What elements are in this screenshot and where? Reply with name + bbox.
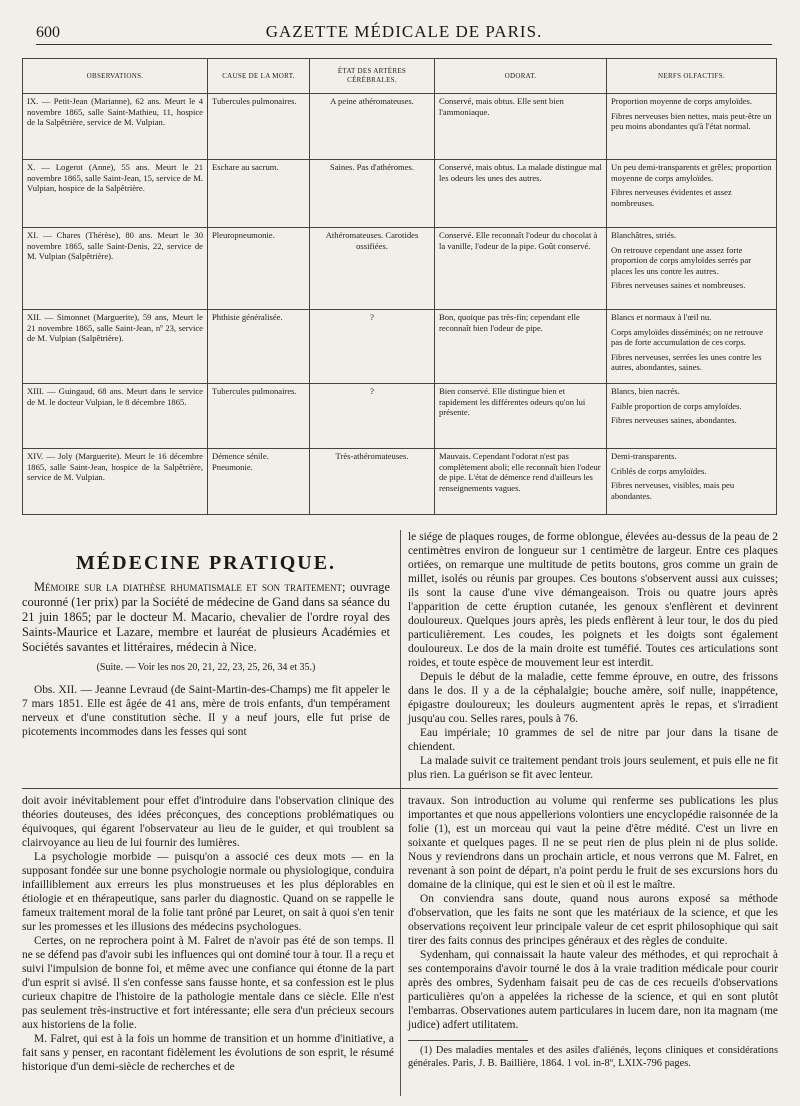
nerfs-line: Fibres nerveuses, visibles, mais peu abondantes. — [611, 480, 735, 501]
cell-arteres: Très-athéromateuses. — [310, 449, 435, 515]
paragraph: M. Falret, qui est à la fois un homme de transition et un homme d'initiative, a fait sans y penser, en racontant fidèlement les évolutions de son esprit, le résumé historique d'un demi-siècle de recherches et de — [22, 1033, 394, 1073]
cell-odorat: Conservé, mais obtus. La malade distingue mal les odeurs les unes des autres. — [435, 160, 607, 228]
header-odorat: ODORAT. — [435, 59, 607, 94]
nerfs-line: On retrouve cependant une assez forte proportion de corps amyloïdes serrés par places les uns contre les autres. — [611, 244, 752, 276]
nerfs-line: Fibres nerveuses évidentes et assez nombreuses. — [611, 187, 732, 208]
paragraph: On conviendra sans doute, quand nous aurons exposé sa méthode d'observation, que les faits ne sont que les matériaux de la science, et que les observations reçoivent leur principale valeur de cet esprit philosophique qui sait tirer des faits connus des principes généraux et des règles de conduite. — [408, 893, 778, 947]
header-arteres: ÉTAT DES ARTÈRES CÉRÉBRALES. — [310, 59, 435, 94]
table-row — [23, 94, 777, 160]
cell-nerfs — [607, 160, 777, 228]
cell-arteres: A peine athéromateuses. — [310, 94, 435, 160]
section-separator — [22, 788, 778, 789]
cell-cause: Démence sénile. Pneumonie. — [208, 449, 310, 515]
paragraph: Certes, on ne reprochera point à M. Falret de n'avoir pas été de son temps. Il ne se défend pas d'avoir subi les influences qui ont dominé tour à tour. Il a reçu et suivi l'impulsion de bonne foi, et même avec une confiance qui étonne de la part d'un esprit si avisé. Il s'en confesse sans fausse honte, et sa confession est le plus curieux chapitre de l'histoire de la pathologie mentale dans ce siècle. Elle n'est pas seulement très-instructive et fort intéressante; elle sera d'un précieux secours aux historiens de la folie. — [22, 935, 394, 1031]
header-rule — [36, 44, 772, 45]
nerfs-line: Proportion moyenne de corps amyloïdes. — [611, 96, 753, 106]
nerfs-line: Blancs et normaux à l'œil nu. — [611, 312, 712, 322]
article-left-column — [22, 548, 390, 739]
cell-observation: XII. — Simonnet (Marguerite), 59 ans, Meurt le 21 novembre 1865, salle Saint-Jean, nº 23, service de M. Vulpian (Salpêtrière). — [23, 310, 208, 384]
paragraph: La psychologie morbide — puisqu'on a associé ces deux mots — en la supposant fondée sur une bonne psychologie normale ou physiologique, conduira infailliblement aux erreurs les plus monstrueuses et les plus déplorables en étiologie et en thérapeutique, sans parler du diagnostic. Quand on se rappelle le fameux traitement moral de la folie tant prôné par Leuret, on sait à quoi s'en tenir sur les promesses et les illusions des médecins psychologues. — [22, 851, 394, 933]
table-row — [23, 384, 777, 449]
table-row — [23, 228, 777, 310]
memoire-rest: ouvrage couronné (1er prix) par la Société de médecine de Gand dans sa séance du 21 juin 1865; par le docteur M. Macario, chevalier de l'ordre royal des Saints-Maurice et Lazare, membre et lauréat de plusieurs Académies et Sociétés savantes et littéraires, médecin à Nice. — [22, 580, 390, 654]
table-header-row — [23, 59, 777, 94]
paragraph: doit avoir inévitablement pour effet d'introduire dans l'observation clinique des théories douteuses, des idées préconçues, des conceptions problématiques ou équivoques, qui égarent l'observateur au lieu de le guider, et qui troublent sa clairvoyance au lieu de lui fournir des lumières. — [22, 795, 394, 849]
cell-odorat: Conservé. Elle reconnaît l'odeur du chocolat à la vanille, l'odeur de la pipe. Goût conservé. — [435, 228, 607, 310]
paragraph: La malade suivit ce traitement pendant trois jours seulement, et puis elle ne fit plus rien. La guérison se fit avec lenteur. — [408, 755, 778, 781]
nerfs-line: Fibres nerveuses bien nettes, mais peut-être un peu moins abondantes qu'à l'état normal. — [611, 110, 772, 131]
cell-cause: Eschare au sacrum. — [208, 160, 310, 228]
cell-nerfs — [607, 384, 777, 449]
cell-observation: XI. — Chares (Thérèse), 80 ans. Meurt le 30 novembre 1865, salle Saint-Denis, 22, service de M. Vulpian (Salpêtrière). — [23, 228, 208, 310]
page-number: 600 — [36, 24, 60, 41]
header-cause: CAUSE DE LA MORT. — [208, 59, 310, 94]
memoire-heading — [22, 580, 390, 655]
nerfs-line: Fibres nerveuses saines, abondantes. — [611, 415, 737, 425]
paragraph: travaux. Son introduction au volume qui renferme ses publications les plus importantes et que nous appellerions volontiers une encyclopédie raisonnée de la folie (1), est un morceau qui vaut la peine d'être médité. C'est un livre en soixante et quelques pages. Il ne se peut rien de plus plein ni de plus solide. Nous y reviendrons dans un prochain article, et nous verrons que M. Falret, en revenant à son point de départ, n'a point perdu le fruit de ses excursions hors du domaine de la clinique, qui est le sien et où il est le maître. — [408, 795, 778, 891]
cell-observation: IX. — Petit-Jean (Marianne), 62 ans. Meurt le 4 novembre 1865, salle Saint-Mathieu, 11, hospice de la Salpêtrière, service de M. Vulpian. — [23, 94, 208, 160]
cell-odorat: Bon, quoique pas très-fin; cependant elle reconnaît bien l'odeur de pipe. — [435, 310, 607, 384]
cell-cause: Tubercules pulmonaires. — [208, 384, 310, 449]
table-row — [23, 160, 777, 228]
cell-nerfs — [607, 94, 777, 160]
nerfs-line: Criblés de corps amyloïdes. — [611, 465, 707, 476]
cell-arteres: Athéromateuses. Carotides ossifiées. — [310, 228, 435, 310]
cell-odorat: Conservé, mais obtus. Elle sent bien l'ammoniaque. — [435, 94, 607, 160]
nerfs-line: Blanchâtres, striés. — [611, 230, 677, 240]
page-header — [36, 22, 772, 44]
paragraph: Eau impériale; 10 grammes de sel de nitre par jour dans la tisane de chiendent. — [408, 727, 778, 753]
footnote-rule — [408, 1040, 528, 1041]
cell-arteres: Saines. Pas d'athéromes. — [310, 160, 435, 228]
cell-nerfs — [607, 449, 777, 515]
nerfs-line: Demi-transparents. — [611, 451, 677, 461]
running-head: GAZETTE MÉDICALE DE PARIS. — [265, 22, 543, 41]
cell-cause: Tubercules pulmonaires. — [208, 94, 310, 160]
header-observations: OBSERVATIONS. — [23, 59, 208, 94]
paragraph: le siége de plaques rouges, de forme oblongue, élevées au-dessus de la peau de 2 centimètres environ de longueur sur 1 centimètre de largeur. Entre ces plaques ortiées, on remarque une multitude de petits boutons, gros comme un grain de millet, isolés ou réunis par groupes. Ces boutons s'observent aussi aux cuisses; ils sont la cause d'une vive démangeaison. Trois ou quatre jours après l'apparition de cette éruption cutanée, les genoux s'enflèrent et devinrent douloureux. Quelques jours après, les pieds enflèrent à leur tour, le dos du pied particulièrement. Les coudes, les poignets et les doigts sont également douloureux. Le dos de la main droite est tuméfié. Toutes ces articulations sont roides, et toute espèce de mouvement leur est interdit. — [408, 531, 778, 669]
section-title: MÉDECINE PRATIQUE. — [75, 552, 337, 574]
nerfs-line: Un peu demi-transparents et grêles; proportion moyenne de corps amyloïdes. — [611, 162, 772, 183]
cell-observation: XIV. — Joly (Marguerite). Meurt le 16 décembre 1865, salle Saint-Jean, hospice de la Salpêtrière, service de M. Vulpian. — [23, 449, 208, 515]
paragraph: Sydenham, qui connaissait la haute valeur des méthodes, et qui reprochait à ses contemporains d'avoir tourné le dos à la vraie tradition médicale pour courir après des ombres, Sydenham faisait peu de cas de ces recueils d'observations particulières qu'on a appelées la richesse de la science, et qui en sont plutôt l'embarras. Observationes autem particulares in lucem dare, non ita magnam (me judice) adfert utilitatem. — [408, 949, 778, 1031]
cell-arteres: ? — [310, 310, 435, 384]
cell-arteres: ? — [310, 384, 435, 449]
suite-note: (Suite. — Voir les nos 20, 21, 22, 23, 25, 26, 34 et 35.) — [96, 662, 316, 673]
cell-odorat: Mauvais. Cependant l'odorat n'est pas complètement aboli; elle reconnaît bien l'odeur de pipe. L'état de démence rend d'ailleurs les renseignements vagues. — [435, 449, 607, 515]
review-left-column — [22, 794, 394, 1074]
review-right-column — [408, 794, 778, 1070]
table-row — [23, 310, 777, 384]
nerfs-line: Fibres nerveuses saines et nombreuses. — [611, 280, 746, 290]
header-nerfs: NERFS OLFACTIFS. — [607, 59, 777, 94]
table-row — [23, 449, 777, 515]
cell-observation: X. — Logerot (Anne), 55 ans. Meurt le 21 novembre 1865, salle Saint-Jean, 15, service de M. Vulpian, hospice de la Salpêtrière. — [23, 160, 208, 228]
column-divider — [400, 530, 401, 1096]
memoire-title: Mémoire sur la diathèse rhumatismale et son traitement; — [34, 580, 346, 594]
nerfs-line: Blancs, bien nacrés. — [611, 386, 680, 396]
article-right-column — [408, 530, 778, 782]
footnote: (1) Des maladies mentales et des asiles d'aliénés, leçons cliniques et considérations générales. Paris, J. B. Baillière, 1864. 1 vol. in-8º, LXIX-796 pages. — [408, 1045, 778, 1069]
cell-observation: XIII. — Guingaud, 68 ans. Meurt dans le service de M. le docteur Vulpian, le 8 décembre 1865. — [23, 384, 208, 449]
cell-nerfs — [607, 228, 777, 310]
cell-cause: Phthisie généralisée. — [208, 310, 310, 384]
nerfs-line: Corps amyloïdes disséminés; on ne retrouve pas de forte accumulation de ces corps. — [611, 326, 764, 347]
obs-xii-paragraph: Obs. XII. — Jeanne Levraud (de Saint-Martin-des-Champs) me fit appeler le 7 mars 1851. Elle est âgée de 41 ans, mère de trois enfants, d'un tempérament nerveux et d'une constitution sèche. Il y a neuf jours, elle fut prise de picotements incommodes dans les fesses qui sont — [22, 684, 390, 738]
cell-cause: Pleuropneumonie. — [208, 228, 310, 310]
paragraph: Depuis le début de la maladie, cette femme éprouve, en outre, des frissons dans le dos. Il y a de la céphalalgie; bouche amère, soif nulle, inappétence, épigastre douloureux; les douleurs augmentent après le repas, et s'irradient jusqu'au cou. Selles rares, pouls à 76. — [408, 671, 778, 725]
cell-odorat: Bien conservé. Elle distingue bien et rapidement les différentes odeurs qu'on lui présente. — [435, 384, 607, 449]
cell-nerfs — [607, 310, 777, 384]
observations-table — [22, 58, 777, 515]
nerfs-line: Faible proportion de corps amyloïdes. — [611, 400, 742, 411]
nerfs-line: Fibres nerveuses, serrées les unes contre les autres, abondantes, saines. — [611, 351, 762, 372]
